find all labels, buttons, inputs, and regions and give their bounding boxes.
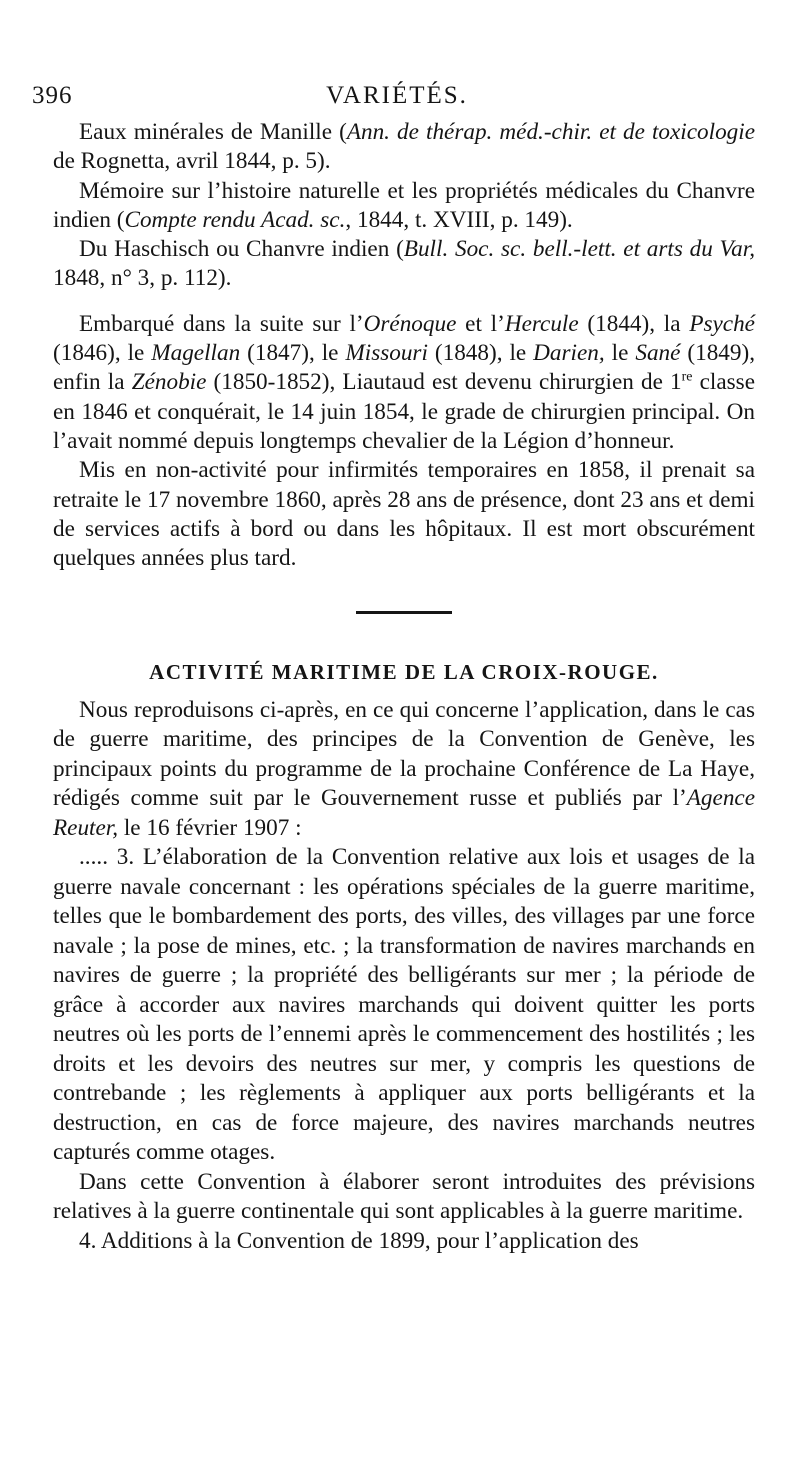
journal-title: Compte rendu Acad. sc.: [124, 206, 346, 233]
journal-title: Ann. de thérap. méd.-chir. et de toxicologie: [346, 119, 755, 145]
running-title: VARIÉTÉS.: [326, 82, 468, 109]
ship-name: Hercule: [504, 310, 579, 337]
journal-title: Bull. Soc. sc. bell.-lett. et arts du Var,: [403, 236, 755, 263]
ship-name: Darien,: [533, 340, 605, 367]
section-title: ACTIVITÉ MARITIME DE LA CROIX-ROUGE.: [149, 660, 659, 685]
ship-name: Zénobie: [131, 369, 207, 396]
ship-name: Magellan: [151, 340, 241, 367]
ship-name: Sané: [635, 340, 681, 367]
ship-name: Orénoque: [363, 310, 457, 337]
provision-paragraph: Dans cette Convention à élaborer seront introduites des prévisions relatives à la guerre continentale qui sont applicables à la guerre maritime.: [53, 1168, 755, 1225]
bibliography-entry: Eaux minérales de Manille (Ann. de thérap. méd.-chir. et de toxicologie de Rognetta, avril 1844, p. 5).: [53, 119, 755, 175]
program-item-3: ..... 3. L’élaboration de la Convention relative aux lois et usages de la guerre navale concernant : les opérations spéciales de la guerre maritime, telles que le bombardement des ports, des villes, des villages par une force navale ; la pose de mines, etc. ; la transformation de navires marchands en navires de guerre ; la propriété des belligérants sur mer ; la période de grâce à accorder aux navires marchands qui doivent quitter les ports neutres où les ports de l’ennemi après le commencement des hostilités ; les droits et les devoirs des neutres sur mer, y compris les questions de contrebande ; les règlements à appliquer aux ports belligérants et la destruction, en cas de force majeure, des navires marchands neutres capturés comme otages.: [53, 844, 755, 1166]
intro-paragraph: Nous reproduisons ci-après, en ce qui concerne l’application, dans le cas de guerre maritime, des principes de la Convention de Genève, les principaux points du programme de la prochaine Conférence de La Haye, rédigés comme suit par le Gouvernement russe et publiés par l’Agence Reuter, le 16 février 1907 :: [53, 696, 755, 841]
page-header: [32, 82, 762, 116]
ordinal-superscript: re: [681, 369, 693, 385]
bibliography-entry: Du Haschisch ou Chanvre indien (Bull. Soc. sc. bell.-lett. et arts du Var, 1848, n° 3, p. 112).: [53, 236, 755, 292]
career-paragraph: Embarqué dans la suite sur l’Orénoque et l’Hercule (1844), la Psyché (1846), le Magellan (1847), le Missouri (1848), le Darien, le Sané (1849), enfin la Zénobie (1850-1852), Liautaud est devenu chirurgien de 1re classe en 1846 et conquérait, le 14 juin 1854, le grade de chirurgien principal. On l’avait nommé depuis longtemps chevalier de la Légion d’honneur.: [53, 310, 756, 454]
ship-name: Missouri: [345, 340, 428, 367]
program-item-4: 4. Additions à la Convention de 1899, pour l’application des: [79, 1227, 639, 1254]
bibliography-entry: Mémoire sur l’histoire naturelle et les propriétés médicales du Chanvre indien (Compte rendu Acad. sc., 1844, t. XVIII, p. 149).: [53, 177, 755, 233]
page-body: [53, 118, 755, 1256]
section-divider: [356, 611, 452, 614]
page-number: 396: [32, 82, 73, 109]
retirement-paragraph: Mis en non-activité pour infirmités temporaires en 1858, il prenait sa retraite le 17 novembre 1860, après 28 ans de présence, dont 23 ans et demi de services actifs à bord ou dans les hôpitaux. Il est mort obscurément quelques années plus tard.: [53, 457, 755, 572]
agency-name: Agence Reuter,: [53, 785, 755, 841]
ship-name: Psyché: [689, 310, 755, 337]
